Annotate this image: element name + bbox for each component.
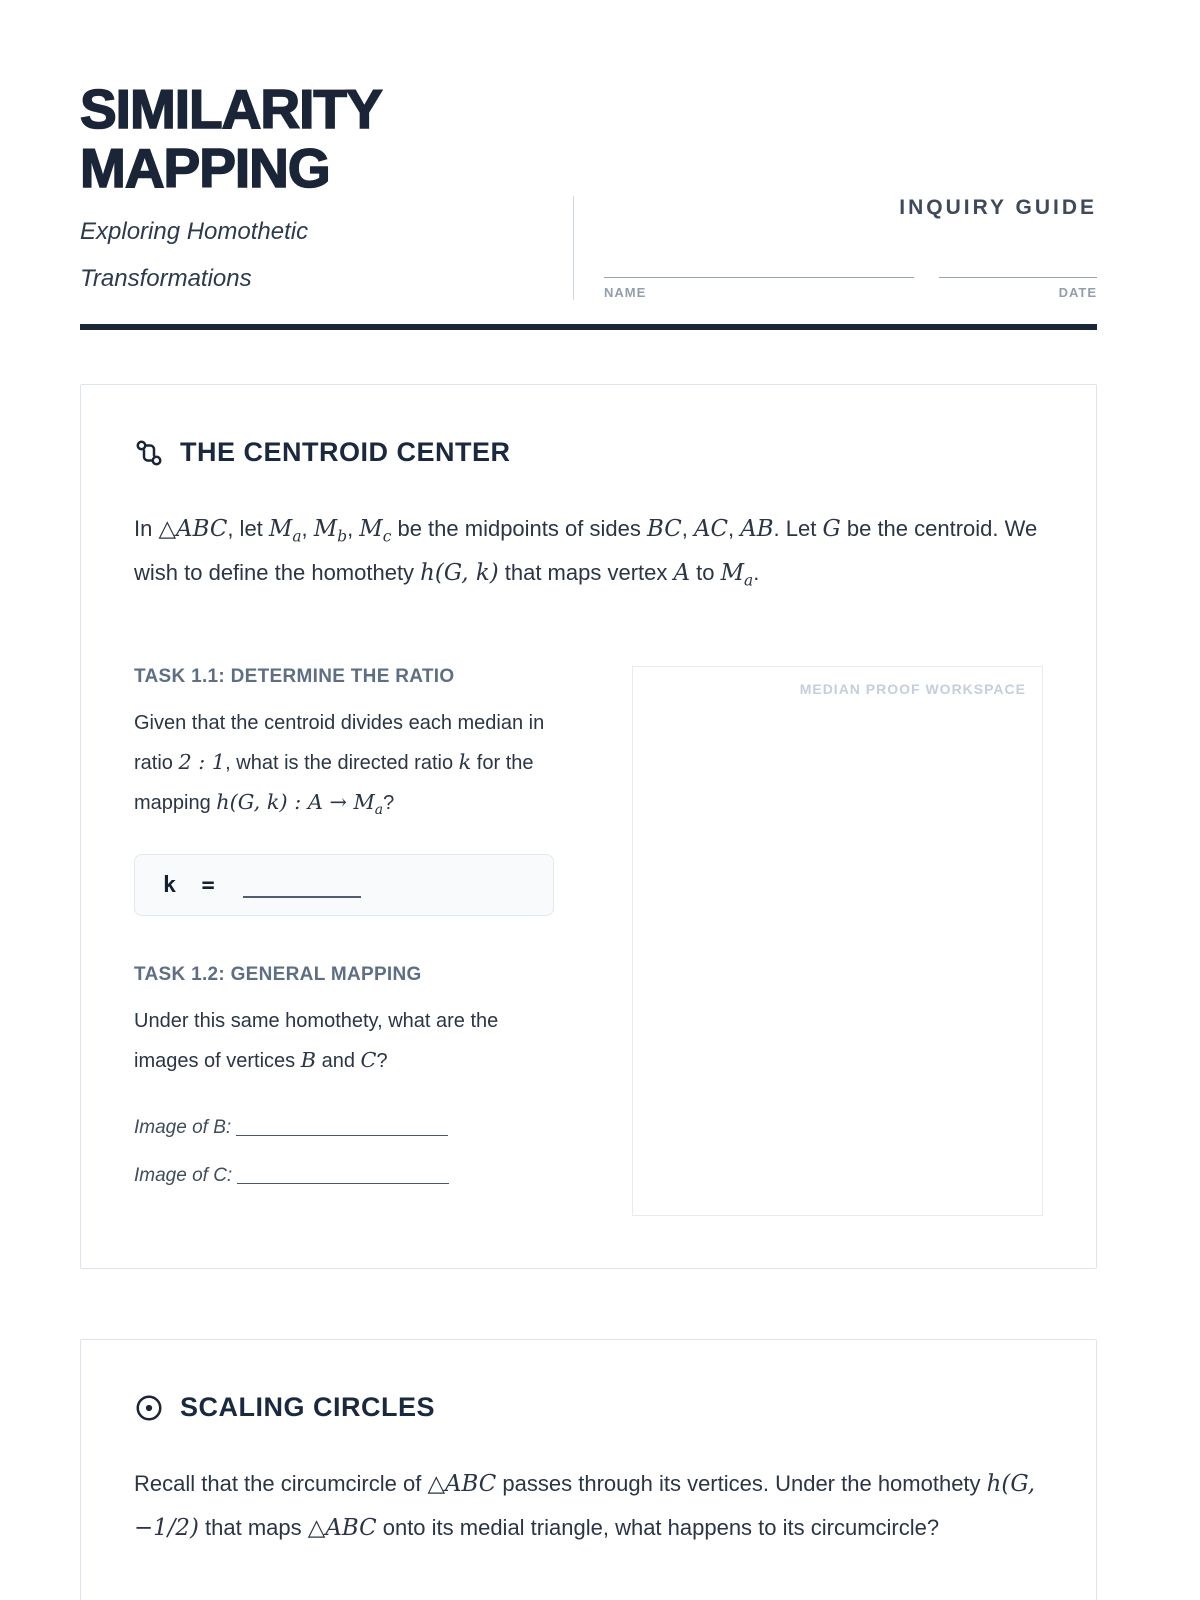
image-of-c-blank[interactable] — [237, 1183, 449, 1184]
page-title-line-1: SIMILARITY — [80, 78, 382, 140]
ratio-answer-prefix: k = — [163, 873, 221, 899]
section-centroid-title: THE CENTROID CENTER — [180, 437, 511, 468]
image-of-b-row — [134, 1117, 554, 1139]
ratio-answer-box[interactable] — [134, 854, 554, 916]
centroid-tasks-column — [134, 666, 554, 1216]
section-circles-title: SCALING CIRCLES — [180, 1392, 436, 1423]
section-circles-heading — [134, 1392, 1043, 1423]
median-proof-workspace-label: MEDIAN PROOF WORKSPACE — [799, 681, 1026, 698]
page — [80, 80, 1097, 1600]
compare-nodes-icon — [134, 438, 164, 468]
image-of-b-blank[interactable] — [236, 1135, 448, 1136]
header — [80, 80, 1097, 302]
inquiry-guide-label: INQUIRY GUIDE — [899, 196, 1097, 220]
date-field — [939, 277, 1097, 300]
page-subtitle — [80, 209, 573, 303]
centroid-intro-paragraph: In △ABC, let $M_a$, $M_b$, $M_c$ be the midpoints of sides BC, AC, AB. Let G be the centroid. We wish to define the homothety h(G, k) that maps vertex A to $M_a$. — [134, 516, 1038, 590]
page-title — [80, 80, 573, 199]
name-field — [604, 277, 914, 300]
ratio-answer-blank[interactable] — [243, 872, 361, 898]
section-centroid-center — [80, 384, 1097, 1269]
task-1-2-block — [134, 964, 554, 1186]
section-centroid-heading — [134, 437, 1043, 468]
name-write-line[interactable] — [604, 277, 914, 278]
page-subtitle-line-1: Exploring Homothetic — [80, 217, 309, 245]
image-of-b-label: Image of B: — [134, 1116, 232, 1138]
task-1-2-label: TASK 1.2: GENERAL MAPPING — [134, 964, 422, 986]
header-meta-block — [573, 196, 1097, 300]
image-of-c-row — [134, 1165, 554, 1187]
name-date-fields — [604, 277, 1097, 300]
date-write-line[interactable] — [939, 277, 1097, 278]
header-divider-rule — [80, 324, 1097, 330]
image-of-c-label: Image of C: — [134, 1164, 233, 1186]
name-label: NAME — [604, 285, 647, 301]
task-1-1-label: TASK 1.1: DETERMINE THE RATIO — [134, 666, 455, 688]
header-title-block — [80, 80, 573, 302]
centroid-workspace-column — [632, 666, 1043, 1216]
circle-dot-icon — [134, 1393, 164, 1423]
page-subtitle-line-2: Transformations — [80, 264, 252, 292]
centroid-columns — [134, 666, 1043, 1216]
task-1-2-prompt: Under this same homothety, what are the images of vertices B and C? — [134, 1010, 499, 1072]
date-label: DATE — [1058, 285, 1097, 301]
median-proof-workspace[interactable] — [632, 666, 1043, 1216]
section-scaling-circles — [80, 1339, 1097, 1600]
task-1-1-prompt: Given that the centroid divides each median in ratio 2 : 1, what is the directed ratio k for the mapping h(G, k) : $A \to M_a$? — [134, 712, 545, 818]
page-title-line-2: MAPPING — [80, 137, 330, 200]
circles-intro-paragraph: Recall that the circumcircle of △ABC passes through its vertices. Under the homothety h(G, −1/2) that maps △ABC onto its medial triangle, what happens to its circumcircle? — [134, 1471, 1036, 1542]
